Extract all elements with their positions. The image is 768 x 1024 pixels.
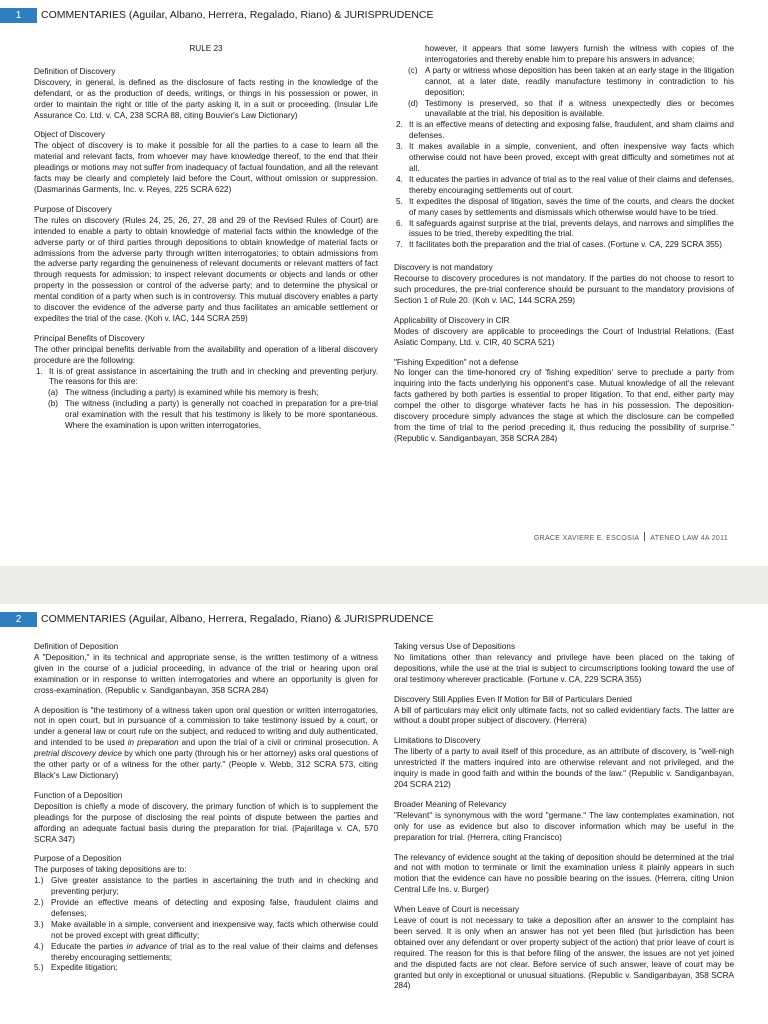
section-heading: Purpose of a Deposition [34, 854, 122, 864]
list-item: 3. It makes available in a simple, convenient, and often inexpensive way facts which otherwise could not have been proved, except with great difficulty and sometimes not at all. [396, 142, 734, 173]
list-item: 4.) Educate the parties in advance of trial as to the real value of their claims and defenses thereby encouraging settlements; [34, 941, 378, 962]
header-title: COMMENTARIES (Aguilar, Albano, Herrera, Regalado, Riano) & JURISPRUDENCE [41, 9, 434, 21]
right-column [394, 44, 734, 445]
paragraph: A bill of particulars may elicit only ultimate facts, not so called evidentiary facts. The latter are without a doubt proper subject of discovery. (Herrera) [394, 705, 734, 726]
section-heading: Definition of Deposition [34, 642, 119, 651]
page-number-badge: 1 [0, 8, 37, 23]
paragraph: The object of discovery is to make it possible for all the parties to a case to learn all the material and relevant facts, from whoever may have knowledge thereof, to the end that their pleadings or motions may not suffer from inadequacy of factual foundation, and all the relevant facts may be clearly and completely laid before the Court, without omission or suppression. (Dasmarinas Garments, Inc. v. Reyes, 225 SCRA 622) [34, 141, 378, 194]
section-heading: Taking versus Use of Depositions [394, 642, 516, 651]
paragraph: No limitations other than relevancy and privilege have been placed on the taking of depositions, while the use at the trial is subject to circumscriptions looking toward the use of oral testimony wherever practicable. (Fortune v. CA, 229 SCRA 355) [394, 652, 734, 684]
list-item: 2.) Provide an effective means of detecting and exposing false, fraudulent claims and defenses; [34, 898, 378, 918]
list-item-continued: however, it appears that some lawyers furnish the witness with copies of the interrogatories and thereby enable him to prepare his answers in advance; [425, 44, 734, 64]
paragraph: "Relevant" is synonymous with the word "germane." The law contemplates examination, not only for use as evidence but also to discover information which may be useful in the preparation for trial. (Herrera, citing Francisco) [394, 810, 734, 842]
section-heading: Applicability of Discovery in CIR [394, 315, 510, 325]
section-heading: Object of Discovery [34, 130, 105, 140]
page-header [0, 8, 768, 23]
list-item: 7. It facilitates both the preparation and the trial of cases. (Fortune v. CA, 229 SCRA 355) [396, 240, 722, 250]
list-item: 4. It educates the parties in advance of trial as to the real value of their claims and defenses, thereby encouraging settlements out of court. [396, 174, 734, 195]
footer-school: ATENEO LAW 4A 2011 [650, 535, 728, 542]
rule-title: RULE 23 [189, 44, 223, 53]
section-heading: Definition of Discovery [34, 66, 116, 76]
list-item: (c) A party or witness whose deposition has been taken at an early stage in the litigation cannot, at a later date, readily manufacture testimony in contradiction to his deposition; [408, 65, 734, 97]
list-item: (a) The witness (including a party) is examined while his memory is fresh; [48, 388, 319, 398]
section-heading: Broader Meaning of Relevancy [394, 799, 507, 809]
list-item: 2. It is an effective means of detecting and exposing false, fraudulent, and sham claims and defenses. [396, 120, 734, 141]
page-number-badge: 2 [0, 612, 37, 627]
paragraph: The liberty of a party to avail itself of this procedure, as an attribute of discovery, is "well-nigh unrestricted if the matters inquired into are otherwise relevant and not privileged, and the inquiry is made in good faith and within the bounds of the law." (Republic v. Sandiganbayan, 204 SCRA 212) [394, 747, 734, 789]
document-page-2 [0, 604, 768, 1024]
paragraph: The other principal benefits derivable from the availability and operation of a liberal discovery procedure are the following: [34, 344, 378, 365]
header-title: COMMENTARIES (Aguilar, Albano, Herrera, Regalado, Riano) & JURISPRUDENCE [41, 613, 434, 625]
section-heading: Limitations to Discovery [394, 736, 481, 746]
footer-divider [644, 532, 645, 541]
left-column [34, 642, 378, 974]
paragraph: Recourse to discovery procedures is not mandatory. If the parties do not choose to resort to such procedures, the pre-trial conference should be pursuant to the mandatory provisions of Section 1 of Rule 20. (Koh v. IAC, 144 SCRA 259) [394, 274, 734, 305]
paragraph: The rules on discovery (Rules 24, 25, 26, 27, 28 and 29 of the Revised Rules of Court) are intended to enable a party to obtain knowledge of material facts within the knowledge of the adverse party or of third parties through depositions to obtain knowledge of material facts or admissions from the adverse party through written interrogatories; to obtain admissions from the adverse party regarding the genuineness of relevant documents or relevant matters of fact through requests for admission; to inspect relevant documents or objects and lands or other property in the possession or control of the adverse party; and to determine the physical or mental condition of a party when such is in controversy. This mutual discovery enables a party to discover the evidence of the adverse party and thus facilitates an amicable settlement or expedites the trial of the case. (Koh v. IAC, 144 SCRA 259) [34, 215, 378, 323]
paragraph: No longer can the time-honored cry of 'fishing expedition' serve to preclude a party from inquiring into the facts underlying his opponent's case. Mutual knowledge of all the relevant facts gathered by both parties is essential to proper litigation. To that end, either party may compel the other to disgorge whatever facts he has in his possession. The deposition-discovery procedure simply advances the stage at which the disclosure can be compelled from the time of trial to the period preceding it, thus reducing the possibility of surprise." (Republic v. Sandiganbayan, 358 SCRA 284) [394, 368, 734, 443]
list-item: 5. It expedites the disposal of litigation, saves the time of the courts, and clears the docket of many cases by settlements and dismissals which otherwise would have to be tried. [396, 196, 734, 217]
paragraph: Deposition is chiefly a mode of discovery, the primary function of which is to supplement the pleadings for the purpose of disclosing the real points of dispute between the parties and affording an adequate factual basis during the preparation for trial. (Pajarillaga v. CA, 570 SCRA 347) [34, 801, 378, 844]
list-item: (d) Testimony is preserved, so that if a witness unexpectedly dies or becomes unavailable at the trial, his deposition is available. [408, 98, 734, 119]
page-header [0, 612, 768, 627]
list-item: 1.) Give greater assistance to the parties in ascertaining the truth and in checking and preventing perjury; [34, 876, 378, 897]
section-heading: "Fishing Expedition" not a defense [394, 357, 519, 367]
paragraph: The relevancy of evidence sought at the taking of deposition should be determined at the trial and not with motion to terminate or limit the examination unless it plainly appears in such motion that the evidence can have no possible bearing on the issues. (Herrera, citing Union Central Life Ins. v. Burger) [394, 852, 734, 895]
list-item: 5.) Expedite litigation; [34, 963, 118, 973]
section-heading: Purpose of Discovery [34, 204, 112, 214]
section-heading: Discovery Still Applies Even If Motion for Bill of Particulars Denied [394, 694, 632, 704]
section-heading: Principal Benefits of Discovery [34, 333, 145, 343]
left-column [34, 44, 378, 432]
list-item: 3.) Make available in a simple, convenient and inexpensive way, facts which otherwise could not be proved except with great difficulty; [34, 919, 378, 940]
paragraph: Modes of discovery are applicable to proceedings the Court of Industrial Relations. (East Asiatic Company, Ltd. v. CIR, 40 SCRA 521) [394, 326, 734, 347]
section-heading: When Leave of Court is necessary [394, 905, 520, 915]
list-item: 6. It safeguards against surprise at the trial, prevents delays, and narrows and simplifies the issues to be tried, thereby expediting the trial. [396, 218, 734, 239]
page-footer [534, 532, 728, 542]
paragraph: A deposition is "the testimony of a witness taken upon oral question or written interrogatories, not in open court, but in pursuance of a commission to take testimony issued by a court, or under a general law or court rule on the subject, and reduced to writing and duly authenticated, and intended to be used in preparation and upon the trial of a civil or criminal prosecution. A pretrial discovery device by which one party (through his or her attorney) asks oral questions of the other party or of a witness for the other party." (People v. Webb, 312 SCRA 573, citing Black's Law Dictionary) [34, 705, 379, 780]
section-heading: Function of a Deposition [34, 790, 123, 800]
list-item: 1. It is of great assistance in ascertaining the truth and in checking and preventing perjury. The reasons for this are: [36, 366, 378, 387]
right-column [394, 642, 734, 992]
section-heading: Discovery is not mandatory [394, 263, 493, 273]
paragraph: A "Deposition," in its technical and appropriate sense, is the written testimony of a witness given in the course of a judicial proceeding, in advance of the trial or hearing upon oral examination or in response to written interrogatories and where an opportunity is given for cross-examination. (Republic v. Sandiganbayan, 358 SCRA 284) [34, 652, 378, 695]
paragraph: Discovery, in general, is defined as the disclosure of facts resting in the knowledge of the defendant, or as the production of deeds, writings, or things in his possession or power, in order to maintain the right or title of the party asking it, in a suit or proceeding. (Insular Life Assurance Co. Ltd. v. CA, 238 SCRA 88, citing Bouvier's Law Dictionary) [34, 77, 378, 120]
paragraph: Leave of court is not necessary to take a deposition after an answer to the complaint has been served. It is only when an answer has not yet been filed (but jurisdiction has been obtained over any defendant or over property subject of the action) that prior leave of court is required. The reason for this is that before filing of the answer, the issues are not yet joined and the disputed facts are not clear. Before service of such answer, leave of court may be granted but only in exceptional or unusual situations. (Republic v. Sandiganbayan, 358 SCRA 284) [394, 916, 734, 991]
list-item: (b) The witness (including a party) is generally not coached in preparation for a pre-trial oral examination with the result that his testimony is likely to be more spontaneous. Where the examination is upon written interrogatories, [48, 399, 378, 431]
footer-author: GRACE XAVIERE E. ESCOSIA [533, 535, 640, 542]
paragraph: The purposes of taking depositions are to: [34, 865, 187, 875]
